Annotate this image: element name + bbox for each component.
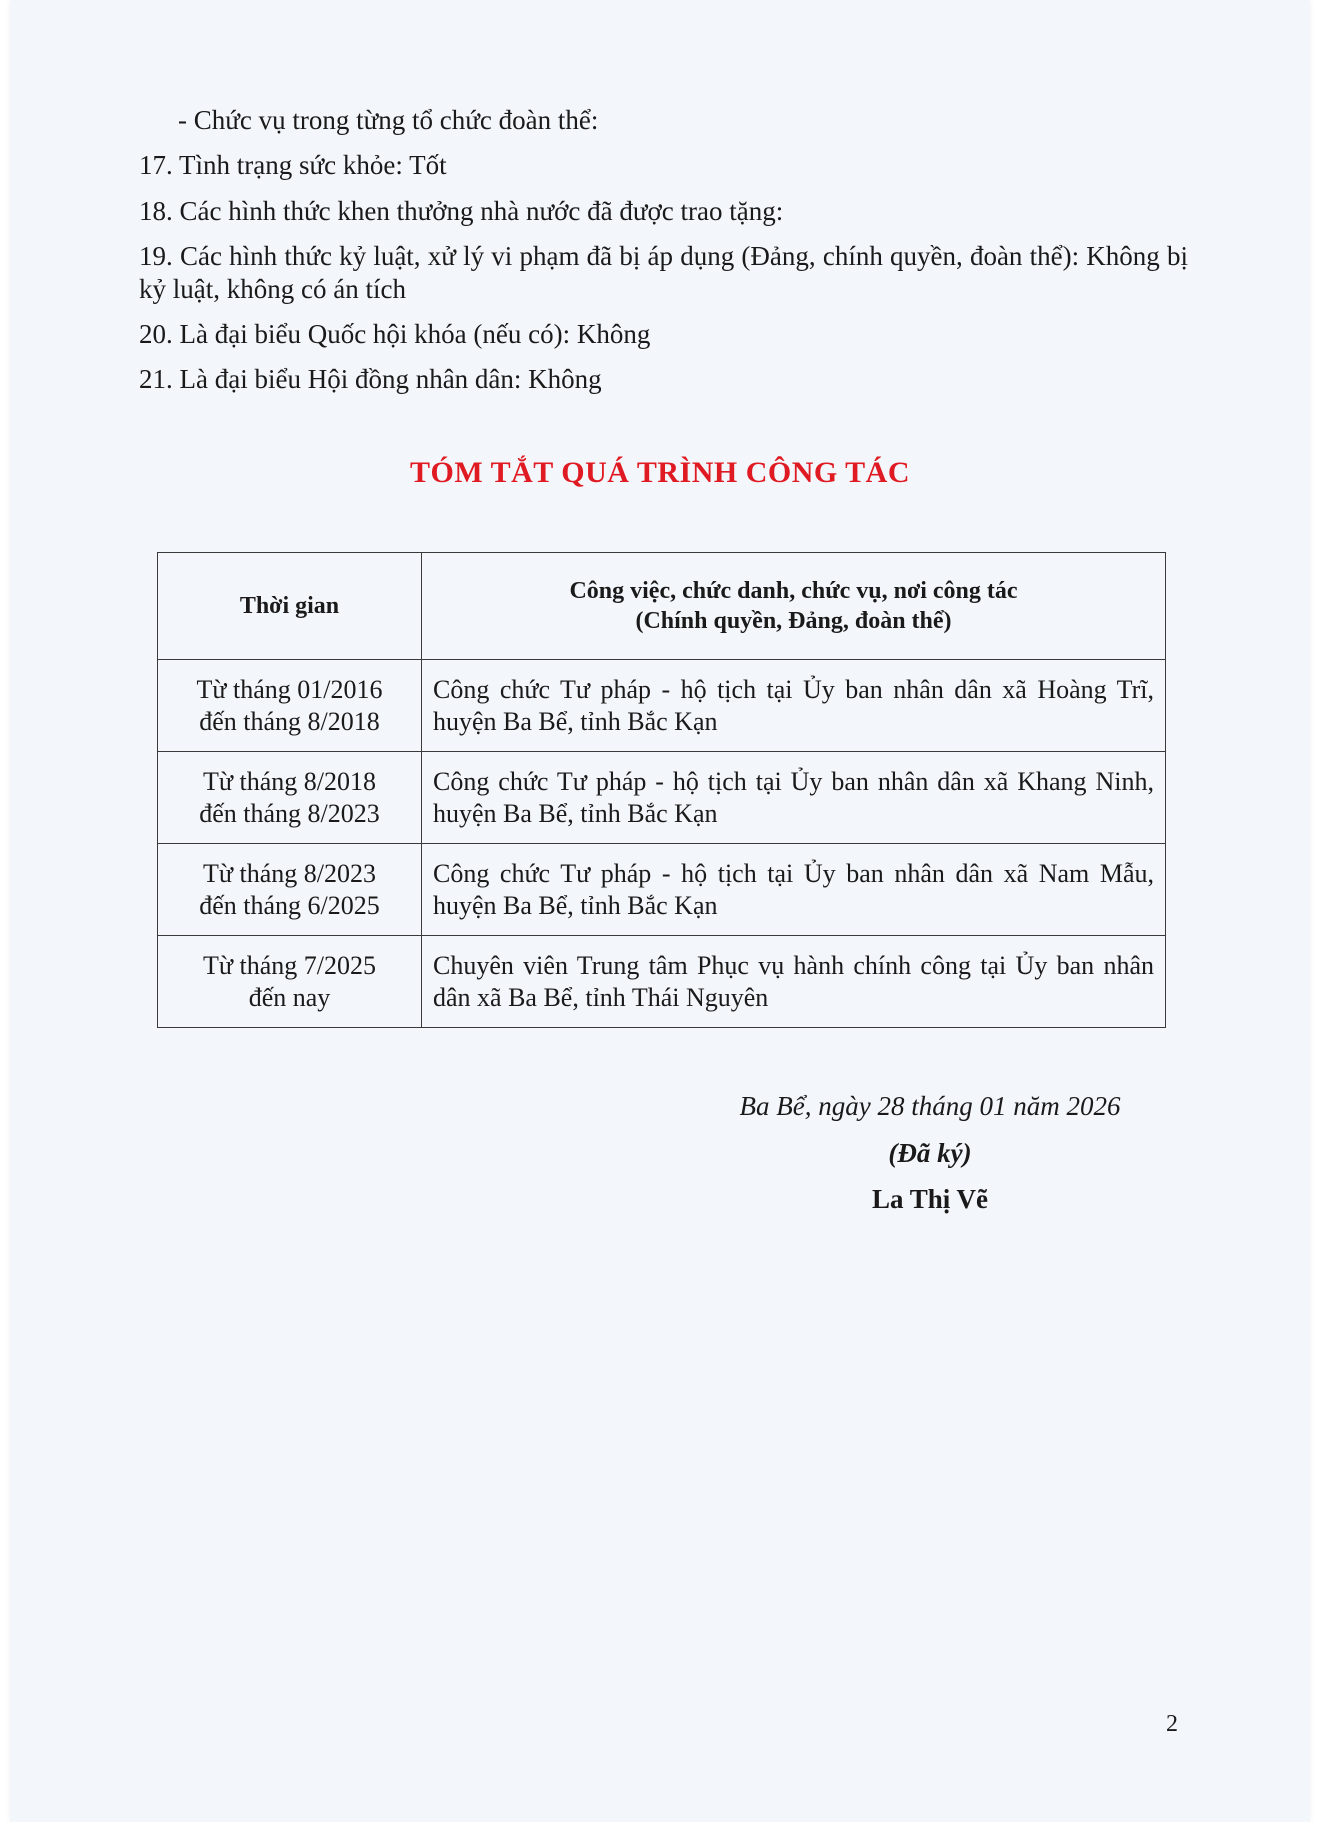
time-cell [158, 752, 422, 844]
section-title: TÓM TẮT QUÁ TRÌNH CÔNG TÁC [409, 456, 911, 489]
table-row [158, 936, 1166, 1028]
work-cell: Công chức Tư pháp - hộ tịch tại Ủy ban nhân dân xã Hoàng Trĩ, huyện Ba Bể, tỉnh Bắc Kạn [422, 660, 1166, 752]
item-18-awards: 18. Các hình thức khen thưởng nhà nước đã được trao tặng: [139, 196, 784, 226]
time-to: đến tháng 8/2018 [199, 706, 380, 736]
time-from: Từ tháng 8/2023 [203, 858, 376, 888]
header-work [422, 553, 1166, 660]
time-cell [158, 660, 422, 752]
time-to: đến tháng 6/2025 [199, 890, 380, 920]
header-work-line2: (Chính quyền, Đảng, đoàn thể) [635, 608, 952, 634]
page-number: 2 [1166, 1711, 1178, 1737]
signature-status: (Đã ký) [888, 1138, 972, 1168]
header-work-line1: Công việc, chức danh, chức vụ, nơi công tác [569, 578, 1018, 604]
time-to: đến tháng 8/2023 [199, 798, 380, 828]
time-cell [158, 936, 422, 1028]
work-cell: Công chức Tư pháp - hộ tịch tại Ủy ban nhân dân xã Nam Mẫu, huyện Ba Bể, tỉnh Bắc Kạn [422, 844, 1166, 936]
item-19-discipline: 19. Các hình thức kỷ luật, xử lý vi phạm đã bị áp dụng (Đảng, chính quyền, đoàn thể): Không bị kỷ luật, không có án tích [139, 241, 1188, 304]
work-history-table [157, 552, 1166, 1028]
table-row [158, 752, 1166, 844]
table-row [158, 660, 1166, 752]
work-cell: Công chức Tư pháp - hộ tịch tại Ủy ban nhân dân xã Khang Ninh, huyện Ba Bể, tỉnh Bắc Kạn [422, 752, 1166, 844]
time-from: Từ tháng 01/2016 [196, 674, 383, 704]
table-header-row [158, 553, 1166, 660]
work-cell: Chuyên viên Trung tâm Phục vụ hành chính công tại Ủy ban nhân dân xã Ba Bể, tỉnh Thái Nguyên [422, 936, 1166, 1028]
header-time: Thời gian [158, 553, 422, 660]
item-17-health: 17. Tình trạng sức khỏe: Tốt [139, 150, 447, 180]
time-cell [158, 844, 422, 936]
table-row [158, 844, 1166, 936]
signature-name: La Thị Vẽ [871, 1184, 989, 1214]
time-from: Từ tháng 8/2018 [203, 766, 376, 796]
item-21-peoples-council: 21. Là đại biểu Hội đồng nhân dân: Không [139, 364, 602, 394]
time-to: đến nay [248, 982, 331, 1012]
document-page [10, 0, 1310, 1822]
signature-place-date: Ba Bể, ngày 28 tháng 01 năm 2026 [739, 1091, 1121, 1121]
item-position-in-organization: - Chức vụ trong từng tổ chức đoàn thể: [178, 105, 599, 135]
time-from: Từ tháng 7/2025 [203, 950, 376, 980]
item-20-national-assembly: 20. Là đại biểu Quốc hội khóa (nếu có): Không [139, 319, 651, 349]
